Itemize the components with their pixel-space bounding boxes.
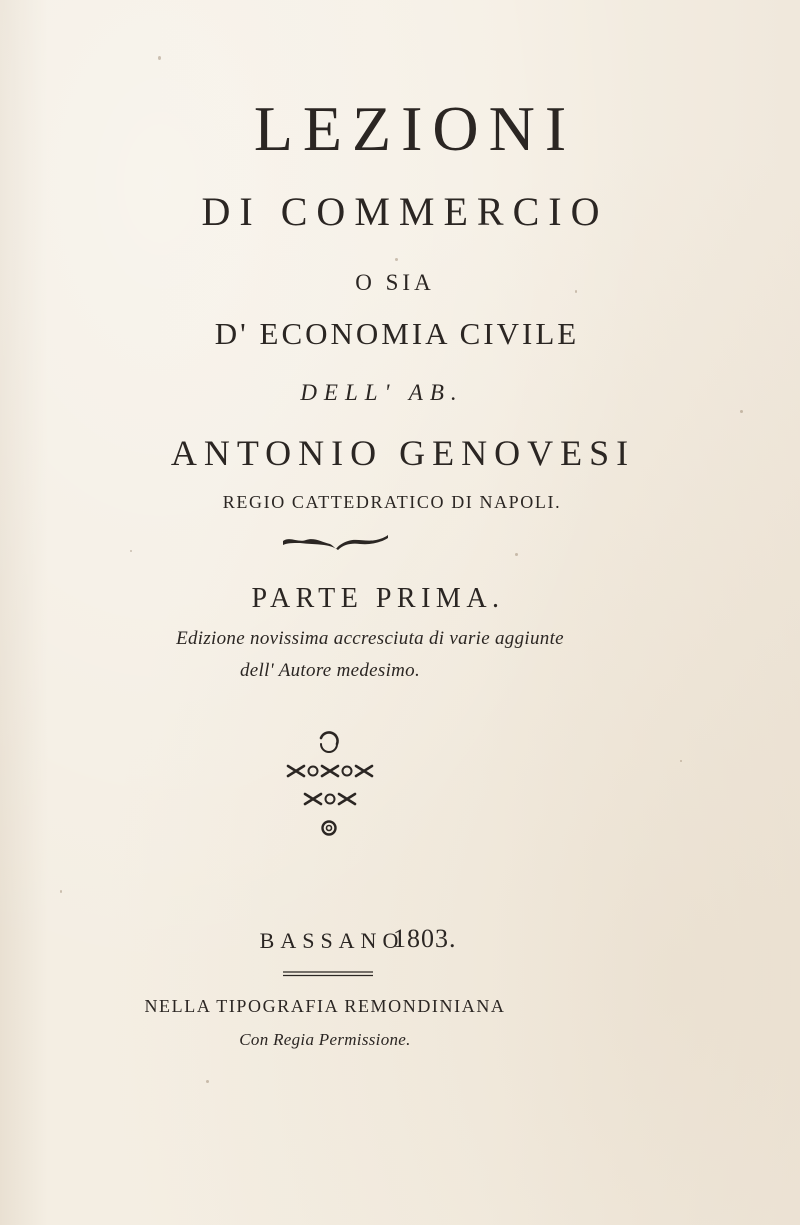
imprint-place: BASSANO	[259, 928, 405, 953]
paper-speck	[130, 550, 132, 552]
paper-speck	[680, 760, 682, 762]
fleuron-rule	[280, 530, 390, 552]
paper-speck	[515, 553, 518, 556]
title-connector: O SIA	[355, 270, 435, 295]
imprint-rule	[283, 970, 373, 978]
book-subtitle: DI COMMERCIO	[201, 189, 609, 234]
author-byline: DELL' AB.	[300, 380, 464, 405]
paper-speck	[740, 410, 743, 413]
imprint-year: 1803.	[393, 924, 457, 953]
paper-speck	[60, 890, 62, 893]
alternate-title: D' ECONOMIA CIVILE	[214, 316, 580, 351]
royal-permission: Con Regia Permissione.	[239, 1030, 411, 1049]
author-role: REGIO CATTEDRATICO DI NAPOLI.	[222, 492, 562, 512]
printer-name: NELLA TIPOGRAFIA REMONDINIANA	[144, 996, 506, 1016]
paper-speck	[206, 1080, 209, 1083]
edition-note-line-1: Edizione novissima accresciuta di varie aggiunte	[176, 628, 564, 649]
paper-speck	[395, 258, 398, 261]
book-title: LEZIONI	[253, 93, 577, 164]
part-heading: PARTE PRIMA.	[251, 583, 505, 614]
typographic-vignette	[280, 728, 380, 848]
paper-speck	[158, 56, 161, 60]
author-name: ANTONIO GENOVESI	[170, 433, 636, 473]
edition-note-line-2: dell' Autore medesimo.	[239, 660, 421, 681]
